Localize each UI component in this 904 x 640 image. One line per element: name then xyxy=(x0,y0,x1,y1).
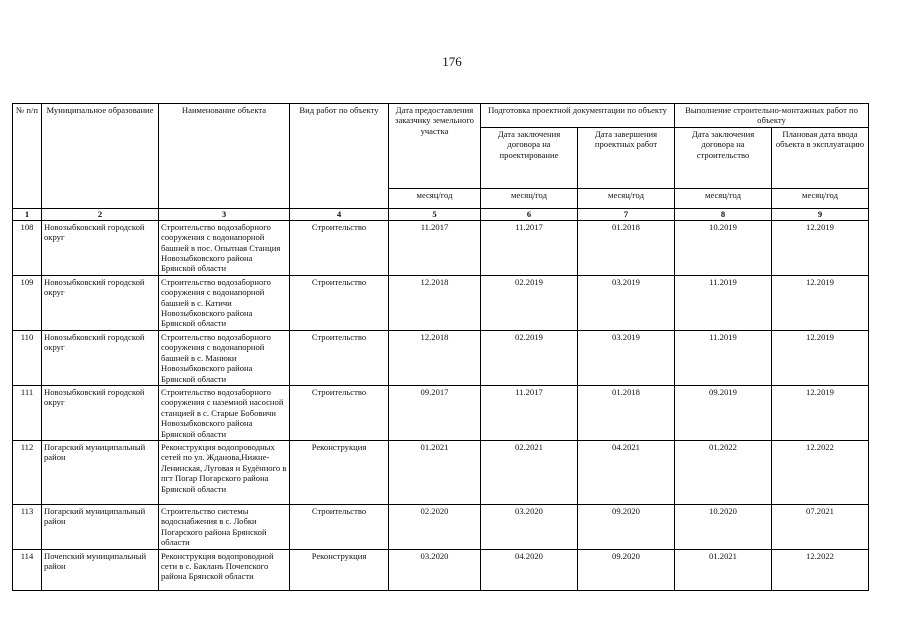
row-municipality: Погарский муниципальный район xyxy=(42,440,159,504)
row-design-contract: 02.2019 xyxy=(481,275,578,330)
row-commission: 12.2019 xyxy=(772,275,869,330)
row-design-finish: 03.2019 xyxy=(578,330,675,385)
header-group-design: Подготовка проектной документации по объекту xyxy=(481,104,675,128)
header-col-design-contract: Дата заключения договора на проектирование xyxy=(481,127,578,188)
row-design-finish: 09.2020 xyxy=(578,549,675,590)
row-number: 114 xyxy=(13,549,42,590)
row-build-contract: 01.2021 xyxy=(675,549,772,590)
header-col-number: № п/п xyxy=(13,104,42,209)
row-number: 113 xyxy=(13,504,42,549)
table-row xyxy=(13,275,869,330)
page-number: 176 xyxy=(442,54,462,69)
row-land-date: 12.2018 xyxy=(389,275,481,330)
row-municipality: Почепский муниципальный район xyxy=(42,549,159,590)
row-design-contract: 02.2021 xyxy=(481,440,578,504)
row-work-type: Строительство xyxy=(290,275,389,330)
unit-label: месяц/год xyxy=(578,188,675,208)
row-commission: 12.2019 xyxy=(772,385,869,440)
row-design-contract: 11.2017 xyxy=(481,385,578,440)
header-row-top xyxy=(13,104,869,128)
row-work-type: Строительство xyxy=(290,385,389,440)
table-row xyxy=(13,330,869,385)
row-object: Строительство водозаборного сооружения с наземной насосной станцией в с. Старые Бобовичи Новозыбковского района Брянской области xyxy=(159,385,290,440)
row-design-finish: 01.2018 xyxy=(578,220,675,275)
row-number: 108 xyxy=(13,220,42,275)
column-number-row xyxy=(13,208,869,220)
table-row xyxy=(13,549,869,590)
row-number: 112 xyxy=(13,440,42,504)
column-number: 6 xyxy=(481,208,578,220)
row-design-finish: 01.2018 xyxy=(578,385,675,440)
row-object: Реконструкция водопроводной сети в с. Бакланъ Почепского района Брянской области xyxy=(159,549,290,590)
header-group-construction: Выполнение строительно-монтажных работ по объекту xyxy=(675,104,869,128)
row-commission: 07.2021 xyxy=(772,504,869,549)
row-commission: 12.2019 xyxy=(772,330,869,385)
row-design-contract: 04.2020 xyxy=(481,549,578,590)
row-object: Строительство системы водоснабжения в с. Лобки Погарского района Брянской области xyxy=(159,504,290,549)
header-col-commission: Плановая дата ввода объекта в эксплуатацию xyxy=(772,127,869,188)
row-commission: 12.2022 xyxy=(772,440,869,504)
row-build-contract: 10.2019 xyxy=(675,220,772,275)
row-work-type: Реконструкция xyxy=(290,549,389,590)
row-build-contract: 10.2020 xyxy=(675,504,772,549)
row-design-contract: 02.2019 xyxy=(481,330,578,385)
table-row xyxy=(13,504,869,549)
unit-label: месяц/год xyxy=(481,188,578,208)
row-build-contract: 01.2022 xyxy=(675,440,772,504)
row-municipality: Погарский муниципальный район xyxy=(42,504,159,549)
column-number: 3 xyxy=(159,208,290,220)
schedule-table xyxy=(12,103,869,591)
row-municipality: Новозыбковский городской округ xyxy=(42,385,159,440)
column-number: 5 xyxy=(389,208,481,220)
header-col-design-finish: Дата завершения проектных работ xyxy=(578,127,675,188)
table-row xyxy=(13,220,869,275)
column-number: 2 xyxy=(42,208,159,220)
column-number: 4 xyxy=(290,208,389,220)
row-number: 111 xyxy=(13,385,42,440)
row-land-date: 01.2021 xyxy=(389,440,481,504)
row-design-contract: 03.2020 xyxy=(481,504,578,549)
row-number: 109 xyxy=(13,275,42,330)
header-col-build-contract: Дата заключения договора на строительство xyxy=(675,127,772,188)
unit-label: месяц/год xyxy=(772,188,869,208)
row-land-date: 12.2018 xyxy=(389,330,481,385)
row-object: Строительство водозаборного сооружения с водонапорной башней в с. Манюки Новозыбковского района Брянской области xyxy=(159,330,290,385)
row-work-type: Строительство xyxy=(290,330,389,385)
column-number: 9 xyxy=(772,208,869,220)
header-col-work-type: Вид работ по объекту xyxy=(290,104,389,209)
row-design-finish: 09.2020 xyxy=(578,504,675,549)
row-municipality: Новозыбковский городской округ xyxy=(42,220,159,275)
row-municipality: Новозыбковский городской округ xyxy=(42,330,159,385)
row-work-type: Строительство xyxy=(290,504,389,549)
row-commission: 12.2019 xyxy=(772,220,869,275)
table-row xyxy=(13,440,869,504)
header-col-municipality: Муниципальное образование xyxy=(42,104,159,209)
row-build-contract: 09.2019 xyxy=(675,385,772,440)
row-object: Реконструкция водопроводных сетей по ул. Жданова,Нижне-Ленинская, Луговая и Будённого в пгт Погар Погарского района Брянской области xyxy=(159,440,290,504)
row-work-type: Реконструкция xyxy=(290,440,389,504)
row-design-contract: 11.2017 xyxy=(481,220,578,275)
column-number: 8 xyxy=(675,208,772,220)
row-land-date: 11.2017 xyxy=(389,220,481,275)
row-design-finish: 04.2021 xyxy=(578,440,675,504)
row-land-date: 03.2020 xyxy=(389,549,481,590)
header-col-object: Наименование объекта xyxy=(159,104,290,209)
row-object: Строительство водозаборного сооружения с водонапорной башней в пос. Опытная Станция Новозыбковского района Брянской области xyxy=(159,220,290,275)
row-object: Строительство водозаборного сооружения с водонапорной башней в с. Катичи Новозыбковского района Брянской области xyxy=(159,275,290,330)
column-number: 1 xyxy=(13,208,42,220)
row-land-date: 02.2020 xyxy=(389,504,481,549)
row-municipality: Новозыбковский городской округ xyxy=(42,275,159,330)
header-col-land-date: Дата предоставления заказчику земельного участка xyxy=(389,104,481,189)
row-number: 110 xyxy=(13,330,42,385)
table-row xyxy=(13,385,869,440)
unit-label: месяц/год xyxy=(389,188,481,208)
column-number: 7 xyxy=(578,208,675,220)
row-land-date: 09.2017 xyxy=(389,385,481,440)
row-commission: 12.2022 xyxy=(772,549,869,590)
row-work-type: Строительство xyxy=(290,220,389,275)
row-build-contract: 11.2019 xyxy=(675,330,772,385)
row-design-finish: 03.2019 xyxy=(578,275,675,330)
row-build-contract: 11.2019 xyxy=(675,275,772,330)
unit-label: месяц/год xyxy=(675,188,772,208)
